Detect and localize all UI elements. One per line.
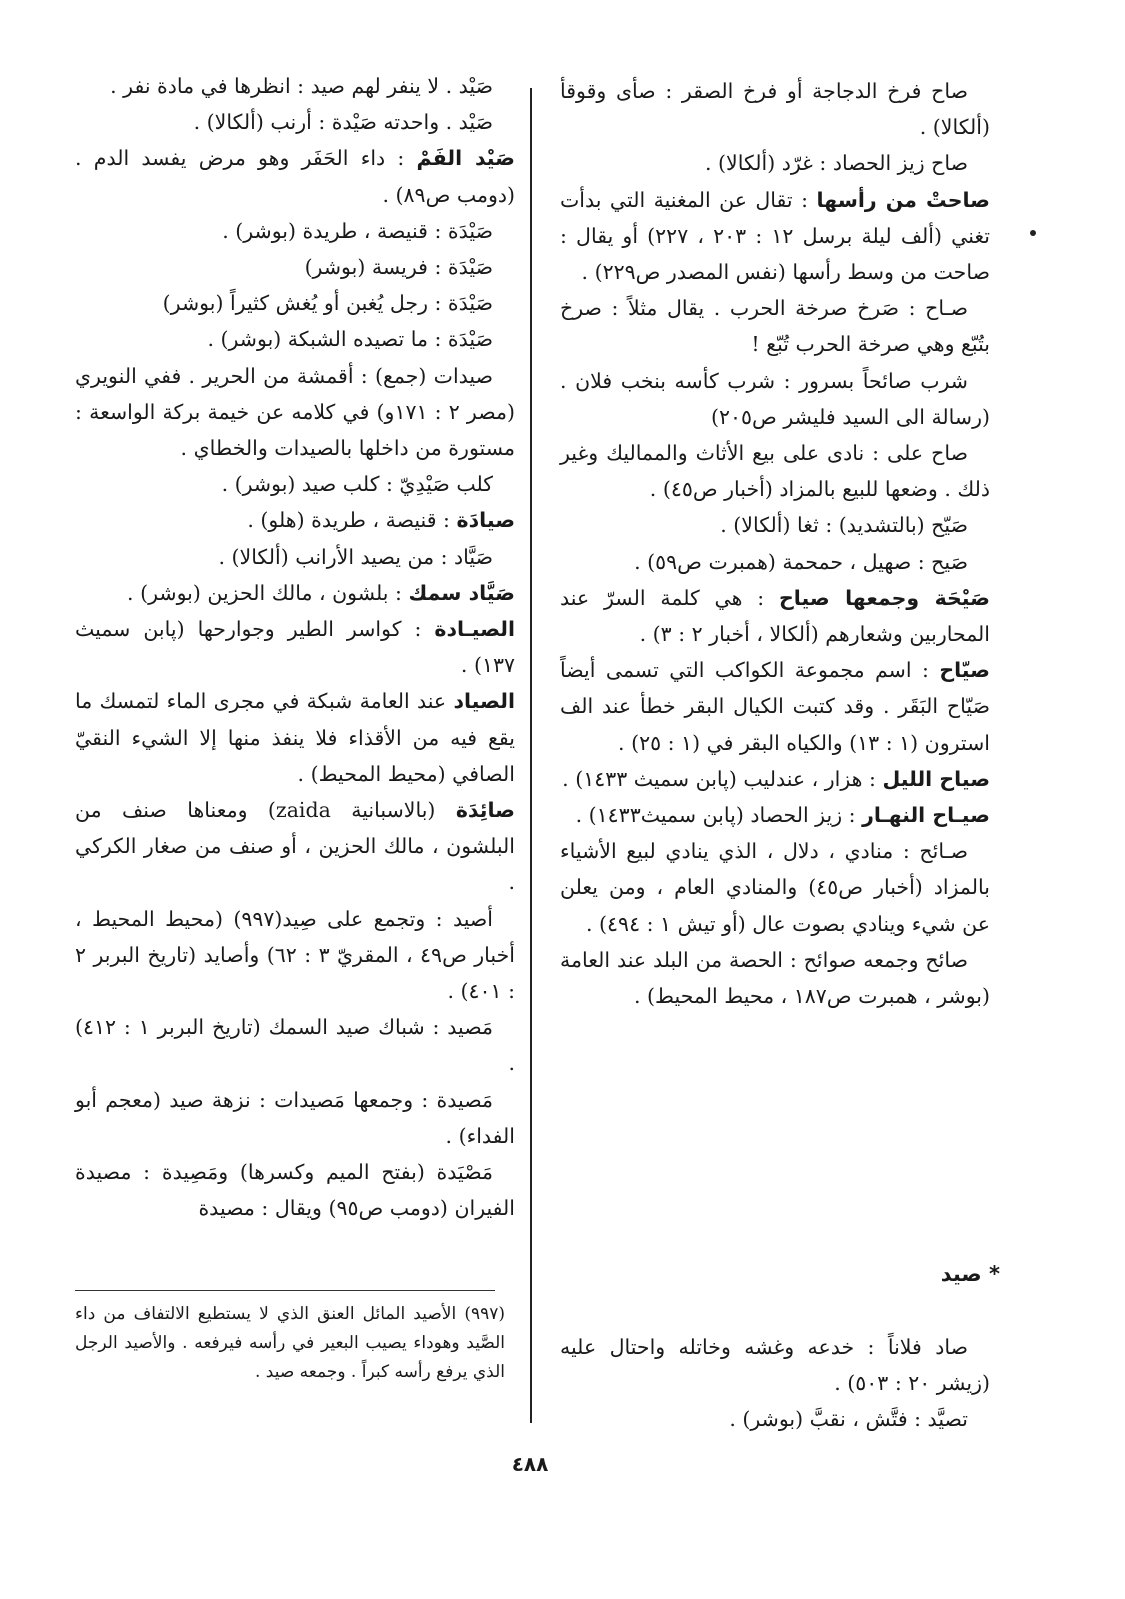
entry-text: صـاح : صَرخ صرخة الحرب . يقال مثلاً : صرخ بتُبّع وهي صرخة الحرب تُبّع ! (560, 296, 990, 357)
dictionary-entry (560, 942, 990, 1014)
dictionary-entry (560, 363, 990, 435)
entry-text: شرب صائحاً بسرور : شرب كأسه بنخب فلان . (رسالة الى السيد فليشر ص٢٠٥) (560, 368, 990, 429)
entry-text: صاد فلاناً : خدعه وغشه وخاتله واحتال عليه (زيشر ٢٠ : ٥٠٣) . (560, 1335, 990, 1396)
entry-headword: صَيَّاد سمك (408, 580, 515, 605)
dictionary-entry (75, 1009, 515, 1081)
dictionary-entry (75, 140, 515, 212)
entry-text: صَيح : صهيل ، حمحمة (همبرت ص٥٩) . (634, 549, 968, 574)
dictionary-entry (75, 1154, 515, 1226)
dictionary-entry (560, 797, 990, 833)
dictionary-entry (75, 213, 515, 249)
entry-text: كلب صَيْدِيّ : كلب صيد (بوشر) . (221, 472, 493, 497)
entry-text: : قنيصة ، طريدة (هلو) . (247, 508, 450, 533)
dictionary-entry (75, 285, 515, 321)
dictionary-entry (560, 435, 990, 507)
entry-text: : بلشون ، مالك الحزين (بوشر) . (127, 580, 402, 605)
entry-text: مَصْيَدة (بفتح الميم وكسرها) ومَصِيدة : مصيدة الفيران (دومب ص٩٥) ويقال : مصيدة (75, 1160, 515, 1221)
entry-text: (بالاسبانية zaida) ومعناها صنف من البلشون ، مالك الحزين ، أو صنف من صغار الكركي . (75, 798, 515, 895)
dictionary-entry (75, 321, 515, 357)
entry-text: : هي كلمة السرّ عند المحاربين وشعارهم (ألكالا ، أخبار ٢ : ٣) . (560, 585, 990, 647)
entry-headword: صاحتْ من رأسها (816, 187, 990, 212)
dictionary-entry (560, 580, 990, 652)
margin-dot (1030, 230, 1036, 236)
entry-headword: صيـاح النهـار (862, 803, 990, 828)
entry-text: مَصيدة : وجمعها مَصيدات : نزهة صيد (معجم أبو الفداء) . (75, 1087, 515, 1148)
dictionary-entry (560, 290, 990, 362)
left-column (75, 68, 515, 1227)
dictionary-entry (560, 145, 990, 181)
right-column-continued (560, 1329, 990, 1438)
entry-headword: الصيـادة (434, 617, 515, 642)
right-column (560, 73, 990, 1014)
footnote-rule (75, 1290, 495, 1291)
entry-text: عند العامة شبكة في مجرى الماء لتمسك ما يقع فيه من الأقذاء فلا ينفذ منها إلا الشيء النقيّ الصافي (محيط المحيط) . (75, 689, 515, 786)
dictionary-entry (75, 68, 515, 104)
dictionary-entry (75, 358, 515, 467)
entry-text: : زيز الحصاد (پابن سميث١٤٣٣) . (575, 803, 856, 828)
entry-text: تصيَّد : فتَّش ، نقبَّ (بوشر) . (729, 1407, 968, 1432)
dictionary-entry (560, 544, 990, 580)
entry-text: صَيْدَة : رجل يُغبن أو يُغش كثيراً (بوشر) (162, 291, 493, 316)
dictionary-entry (75, 502, 515, 538)
dictionary-entry (560, 652, 990, 761)
dictionary-entry (560, 761, 990, 797)
entry-headword: صياح الليل (882, 766, 990, 791)
entry-text: صائح وجمعه صوائح : الحصة من البلد عند العامة (بوشر ، همبرت ص١٨٧ ، محيط المحيط) . (560, 947, 990, 1009)
dictionary-entry (560, 507, 990, 543)
entry-text: صيدات (جمع) : أقمشة من الحرير . ففي النويري (مصر ٢ : ١٧١و) في كلامه عن خيمة بركة الواسعة : مستورة من داخلها بالصيدات والخطاي . (75, 363, 515, 461)
entry-text: : كواسر الطير وجوارحها (پابن سميث ١٣٧) . (75, 617, 515, 678)
dictionary-entry (75, 466, 515, 502)
entry-text: صَيَّاد : من يصيد الأرانب (ألكالا) . (218, 544, 493, 569)
page-number: ٤٨٨ (511, 1452, 549, 1476)
entry-headword: صَيْحَة وجمعها صياح (779, 585, 990, 610)
dictionary-entry (560, 1329, 990, 1401)
dictionary-entry (75, 792, 515, 901)
entry-text: صاح فرخ الدجاجة أو فرخ الصقر : صأى وقوقأ (ألكالا) . (560, 79, 990, 140)
dictionary-entry (75, 611, 515, 683)
dictionary-entry (75, 901, 515, 1010)
entry-text: : تقال عن المغنية التي بدأت تغني (ألف ليلة برسل ١٢ : ٢٠٣ ، ٢٢٧) أو يقال : صاحت من وسط رأسها (نفس المصدر ص٢٢٩) . (560, 187, 990, 285)
entry-text: مَصيد : شباك صيد السمك (تاريخ البربر ١ : ٤١٢) . (75, 1015, 515, 1076)
dictionary-entry (75, 539, 515, 575)
entry-headword: الصياد (453, 689, 515, 714)
dictionary-entry (75, 249, 515, 285)
entry-text: صاح زيز الحصاد : غرّد (ألكالا) . (704, 151, 968, 176)
dictionary-entry (560, 833, 990, 942)
entry-headword: صَيْد الفَمْ (416, 146, 515, 171)
entry-text: : هزار ، عندليب (پابن سميث ١٤٣٣) . (562, 766, 876, 791)
entry-text: صاح على : نادى على بيع الأثاث والمماليك وغير ذلك . وضعها للبيع بالمزاد (أخبار ص٤٥) . (560, 441, 990, 502)
entry-headword: صائِدَة (455, 798, 515, 823)
entry-text: : اسم مجموعة الكواكب التي تسمى أيضاً صَيّاح البَقَر . وقد كتبت الكيال البقر خطأ عند الف استرون (١ : ١٣) والكياه البقر في (١ : ٢٥) . (560, 658, 990, 755)
dictionary-entry (560, 182, 990, 291)
entry-text: صَيْد . واحدته صَيْدة : أرنب (ألكالا) . (193, 110, 493, 135)
entry-text: صَيّح (بالتشديد) : ثغا (ألكالا) . (720, 513, 968, 538)
entry-text: صَيْد . لا ينفر لهم صيد : انظرها في مادة نفر . (110, 74, 493, 98)
dictionary-entry (560, 1401, 990, 1437)
entry-text: صَيْدَة : قنيصة ، طريدة (بوشر) . (222, 218, 493, 243)
entry-text: : داء الحَفَر وهو مرض يفسد الدم . (دومب ص٨٩) . (75, 146, 515, 207)
entry-headword: صيادَة (456, 508, 515, 533)
section-heading: * صيد (940, 1262, 1000, 1286)
dictionary-entry (560, 73, 990, 145)
dictionary-entry (75, 683, 515, 792)
entry-text: صـائح : منادي ، دلال ، الذي ينادي لبيع الأشياء بالمزاد (أخبار ص٤٥) والمنادي العام ، ومن يعلن عن شيء وينادي بصوت عال (أو تيش ١ : ٤٩٤) . (560, 839, 990, 936)
dictionary-entry (75, 1082, 515, 1154)
dictionary-entry (75, 575, 515, 611)
entry-text: صَيْدَة : ما تصيده الشبكة (بوشر) . (207, 327, 493, 352)
entry-text: أصيد : وتجمع على صِيد(٩٩٧) (محيط المحيط ، أخبار ص٤٩ ، المقريّ ٣ : ٦٢) وأصايد (تاريخ البربر ٢ : ٤٠١) . (75, 906, 515, 1004)
column-divider (530, 88, 532, 1423)
dictionary-entry (75, 104, 515, 140)
entry-text: صَيْدَة : فريسة (بوشر) (304, 255, 493, 280)
footnote: (٩٩٧) الأصيد المائل العنق الذي لا يستطيع الالتفاف من داء الصَّيد وهوداء يصيب البعير في رأسه فيرفعه . والأصيد الرجل الذي يرفع رأسه كبراً . وجمعه صيد . (75, 1304, 505, 1382)
entry-headword: صيّاح (939, 658, 990, 683)
